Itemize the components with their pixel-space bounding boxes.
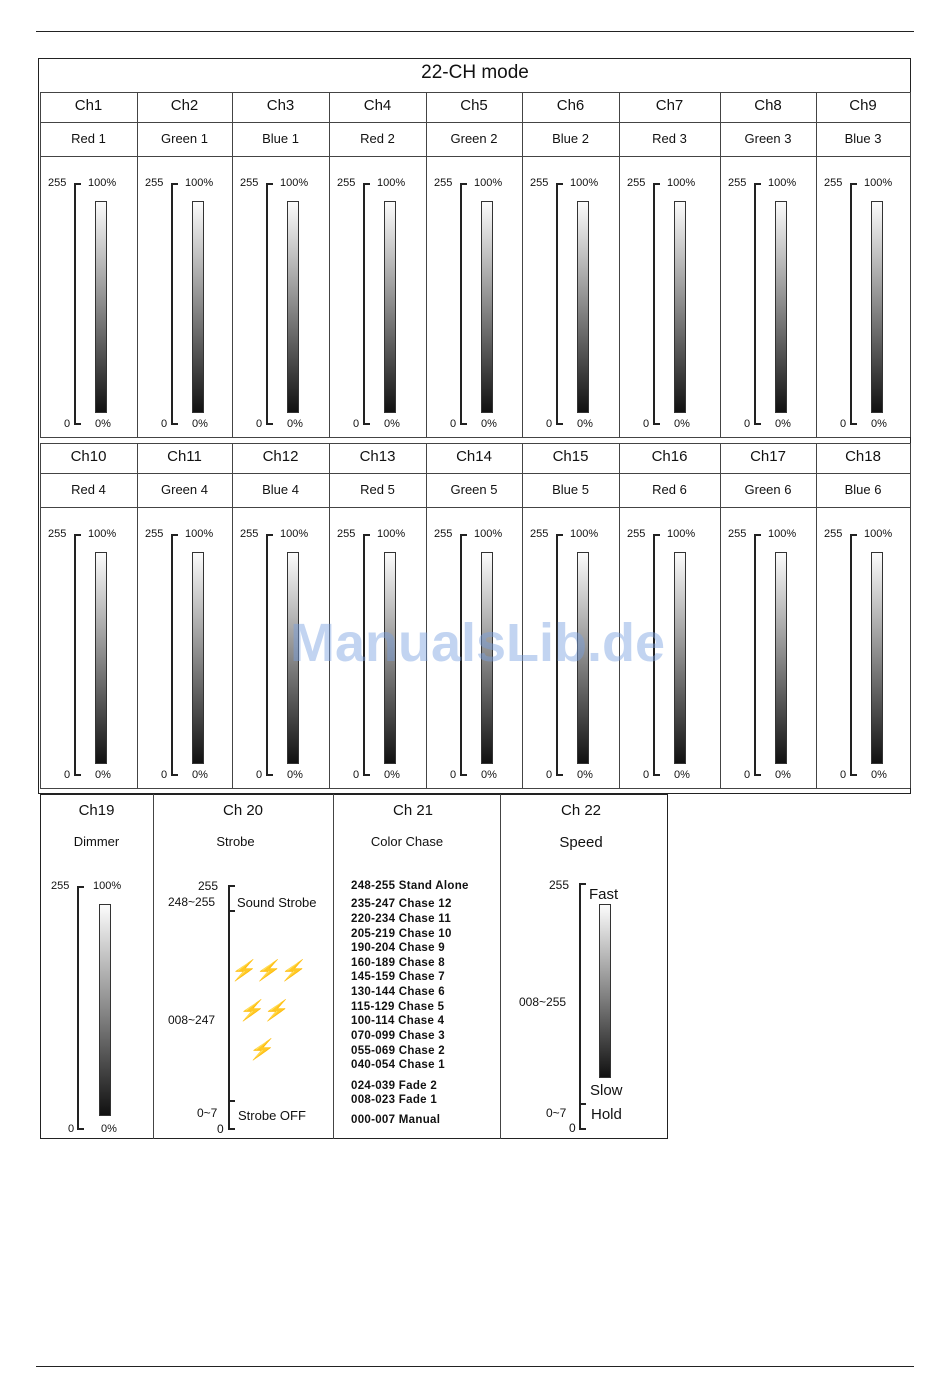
ch20-sound-strobe: Sound Strobe: [237, 895, 317, 910]
channel-function: Blue 1: [262, 131, 299, 146]
bottom-rule: [36, 1366, 914, 1367]
channel-gradient-bar: [287, 201, 299, 413]
chase-item: 130-144 Chase 6: [351, 986, 446, 998]
scale-bottom-percent: 0%: [384, 769, 400, 781]
chase-item: 160-189 Chase 8: [351, 957, 446, 969]
channel-function: Red 2: [360, 131, 395, 146]
channel-function: Blue 5: [552, 482, 589, 497]
scale-top-dmx: 255: [337, 177, 356, 189]
channel-function: Green 3: [744, 131, 792, 146]
channel-header: Ch1: [74, 97, 103, 114]
scale-top-percent: 100%: [768, 528, 797, 540]
scale-bottom-percent: 0%: [577, 418, 593, 430]
scale-bottom-percent: 0%: [577, 769, 593, 781]
channel-function: Green 5: [450, 482, 498, 497]
scale-top-percent: 100%: [377, 177, 406, 189]
ch19-bottom-pct: 0%: [101, 1123, 117, 1135]
channel-axis: [74, 534, 76, 776]
chase-item: 115-129 Chase 5: [351, 1001, 445, 1013]
channel-function: Blue 2: [552, 131, 589, 146]
channel-axis: [363, 183, 365, 425]
ch22-slow: Slow: [590, 1082, 623, 1099]
scale-top-percent: 100%: [88, 177, 117, 189]
channel-header: Ch8: [754, 97, 782, 114]
scale-bottom-percent: 0%: [384, 418, 400, 430]
channel-gradient-bar: [674, 552, 686, 764]
channel-gradient-bar: [384, 201, 396, 413]
scale-top-percent: 100%: [280, 528, 309, 540]
ch20-0-7: 0~7: [197, 1106, 218, 1120]
channel-axis: [266, 183, 268, 425]
channel-header: Ch9: [849, 97, 877, 114]
ch22-header: Ch 22: [560, 802, 602, 819]
channel-header: Ch4: [363, 97, 392, 114]
chase-item: 008-023 Fade 1: [351, 1094, 438, 1106]
chase-item: 190-204 Chase 9: [351, 942, 446, 954]
strobe-slow-icon: ⚡: [248, 1039, 273, 1061]
ch22-gradient-bar: [599, 904, 611, 1078]
scale-top-percent: 100%: [88, 528, 117, 540]
channel-function: Green 2: [450, 131, 498, 146]
scale-bottom-dmx: 0: [744, 769, 751, 781]
channel-function: Red 4: [71, 482, 106, 497]
channel-function: Red 5: [360, 482, 395, 497]
channel-axis: [754, 534, 756, 776]
scale-bottom-percent: 0%: [192, 769, 208, 781]
channel-function: Red 6: [652, 482, 687, 497]
scale-bottom-percent: 0%: [287, 769, 303, 781]
scale-top-percent: 100%: [280, 177, 309, 189]
scale-top-percent: 100%: [474, 528, 503, 540]
scale-bottom-dmx: 0: [64, 769, 71, 781]
scale-top-dmx: 255: [728, 177, 747, 189]
ch20-axis: [228, 885, 230, 1130]
strobe-fast-icon: ⚡⚡⚡: [230, 960, 305, 982]
watermark: ManualsLib.de: [290, 613, 666, 673]
channel-header: Ch15: [552, 448, 589, 465]
ch20-strobe-off: Strobe OFF: [238, 1108, 306, 1123]
chase-item: 145-159 Chase 7: [351, 971, 446, 983]
channel-gradient-bar: [871, 552, 883, 764]
ch20-008-247: 008~247: [168, 1013, 216, 1027]
scale-top-dmx: 255: [240, 528, 259, 540]
channel-function: Green 4: [161, 482, 208, 497]
scale-bottom-dmx: 0: [840, 769, 847, 781]
chase-item: 000-007 Manual: [351, 1114, 441, 1126]
scale-bottom-dmx: 0: [256, 418, 263, 430]
chase-item: 040-054 Chase 1: [351, 1059, 446, 1071]
strobe-medium-icon: ⚡⚡: [238, 1000, 288, 1022]
channel-header: Ch10: [70, 448, 107, 465]
ch21-header: Ch 21: [392, 802, 434, 819]
channel-header: Ch12: [262, 448, 299, 465]
scale-top-percent: 100%: [667, 177, 696, 189]
channel-header: Ch17: [750, 448, 786, 465]
channel-function: Blue 4: [262, 482, 299, 497]
scale-top-dmx: 255: [627, 528, 646, 540]
scale-top-dmx: 255: [48, 528, 67, 540]
scale-top-dmx: 255: [240, 177, 259, 189]
scale-top-dmx: 255: [337, 528, 356, 540]
scale-bottom-percent: 0%: [775, 418, 791, 430]
scale-top-percent: 100%: [377, 528, 406, 540]
ch20-header: Ch 20: [222, 802, 264, 819]
chase-item: 248-255 Stand Alone: [351, 880, 469, 892]
channel-header: Ch16: [651, 448, 688, 465]
ch19-axis: [77, 886, 79, 1130]
channel-gradient-bar: [192, 201, 204, 413]
ch22-0: 0: [569, 1121, 576, 1135]
channel-axis: [171, 534, 173, 776]
channel-gradient-bar: [871, 201, 883, 413]
ch22-008-255: 008~255: [519, 995, 567, 1009]
scale-top-percent: 100%: [185, 177, 214, 189]
scale-bottom-percent: 0%: [674, 418, 690, 430]
scale-top-percent: 100%: [474, 177, 503, 189]
scale-bottom-percent: 0%: [95, 418, 111, 430]
channel-axis: [171, 183, 173, 425]
scale-bottom-dmx: 0: [450, 769, 457, 781]
channel-header: Ch3: [266, 97, 295, 114]
ch19-header: Ch19: [78, 802, 115, 819]
scale-top-dmx: 255: [434, 177, 453, 189]
scale-bottom-percent: 0%: [287, 418, 303, 430]
channel-function: Green 6: [744, 482, 792, 497]
scale-bottom-dmx: 0: [546, 418, 553, 430]
scale-top-dmx: 255: [48, 177, 67, 189]
chase-item: 220-234 Chase 11: [351, 913, 452, 925]
scale-top-dmx: 255: [530, 177, 549, 189]
channel-function: Red 1: [71, 131, 106, 146]
scale-top-dmx: 255: [434, 528, 453, 540]
chase-item: 235-247 Chase 12: [351, 898, 452, 910]
channel-axis: [850, 534, 852, 776]
channel-axis: [460, 183, 462, 425]
chase-item: 100-114 Chase 4: [351, 1015, 445, 1027]
scale-bottom-dmx: 0: [161, 769, 168, 781]
channel-header: Ch14: [456, 448, 492, 465]
channel-header: Ch18: [845, 448, 881, 465]
scale-bottom-percent: 0%: [775, 769, 791, 781]
channel-header: Ch7: [655, 97, 684, 114]
channel-header: Ch13: [359, 448, 396, 465]
channel-gradient-bar: [577, 201, 589, 413]
ch22-0-7: 0~7: [546, 1106, 567, 1120]
channel-header: Ch6: [556, 97, 585, 114]
scale-bottom-percent: 0%: [192, 418, 208, 430]
scale-bottom-percent: 0%: [871, 418, 887, 430]
channel-gradient-bar: [775, 552, 787, 764]
channel-gradient-bar: [95, 552, 107, 764]
ch19-gradient-bar: [99, 904, 111, 1116]
scale-bottom-dmx: 0: [643, 418, 650, 430]
ch22-fast: Fast: [589, 886, 619, 903]
scale-bottom-dmx: 0: [450, 418, 457, 430]
channel-axis: [850, 183, 852, 425]
ch19-top-pct: 100%: [93, 880, 122, 892]
scale-bottom-percent: 0%: [95, 769, 111, 781]
scale-top-percent: 100%: [570, 528, 599, 540]
scale-bottom-percent: 0%: [481, 769, 497, 781]
scale-bottom-dmx: 0: [744, 418, 751, 430]
channel-gradient-bar: [481, 201, 493, 413]
ch22-axis: [579, 883, 581, 1130]
channel-axis: [754, 183, 756, 425]
scale-bottom-percent: 0%: [871, 769, 887, 781]
scale-bottom-percent: 0%: [481, 418, 497, 430]
scale-top-percent: 100%: [185, 528, 214, 540]
channel-function: Green 1: [161, 131, 208, 146]
scale-top-percent: 100%: [864, 528, 893, 540]
channel-gradient-bar: [192, 552, 204, 764]
channel-header: Ch2: [170, 97, 199, 114]
scale-top-dmx: 255: [530, 528, 549, 540]
ch22-hold: Hold: [591, 1106, 622, 1123]
scale-top-dmx: 255: [824, 177, 843, 189]
scale-top-dmx: 255: [627, 177, 646, 189]
channel-axis: [556, 183, 558, 425]
scale-bottom-dmx: 0: [161, 418, 168, 430]
scale-top-dmx: 255: [145, 528, 164, 540]
channel-gradient-bar: [95, 201, 107, 413]
ch21-function: Color Chase: [370, 834, 444, 849]
scale-top-dmx: 255: [728, 528, 747, 540]
chase-item: 205-219 Chase 10: [351, 928, 452, 940]
chase-item: 055-069 Chase 2: [351, 1045, 446, 1057]
ch22-function: Speed: [559, 834, 603, 851]
scale-bottom-dmx: 0: [64, 418, 71, 430]
scale-bottom-dmx: 0: [353, 769, 360, 781]
channel-axis: [653, 183, 655, 425]
channel-function: Red 3: [652, 131, 687, 146]
scale-bottom-dmx: 0: [546, 769, 553, 781]
scale-bottom-dmx: 0: [256, 769, 263, 781]
chase-item: 070-099 Chase 3: [351, 1030, 446, 1042]
channel-header: Ch5: [460, 97, 488, 114]
ch19-function: Dimmer: [73, 834, 120, 849]
mode-title: 22-CH mode: [421, 62, 529, 83]
scale-top-percent: 100%: [667, 528, 696, 540]
channel-gradient-bar: [674, 201, 686, 413]
top-rule: [36, 31, 914, 32]
ch22-255: 255: [549, 878, 570, 892]
scale-top-percent: 100%: [864, 177, 893, 189]
ch19-bottom-dmx: 0: [68, 1123, 75, 1135]
scale-top-percent: 100%: [570, 177, 599, 189]
ch20-248-255: 248~255: [168, 895, 216, 909]
ch20-function: Strobe: [216, 834, 255, 849]
channel-header: Ch11: [167, 448, 202, 465]
scale-top-dmx: 255: [145, 177, 164, 189]
ch20-0: 0: [217, 1122, 224, 1136]
ch19-top-dmx: 255: [51, 880, 70, 892]
ch20-255: 255: [198, 879, 219, 893]
scale-top-dmx: 255: [824, 528, 843, 540]
channel-axis: [74, 183, 76, 425]
channel-function: Blue 3: [844, 131, 882, 146]
scale-bottom-dmx: 0: [353, 418, 360, 430]
channel-function: Blue 6: [844, 482, 882, 497]
channel-gradient-bar: [775, 201, 787, 413]
channel-axis: [266, 534, 268, 776]
scale-bottom-dmx: 0: [840, 418, 847, 430]
scale-top-percent: 100%: [768, 177, 797, 189]
scale-bottom-dmx: 0: [643, 769, 650, 781]
chase-item: 024-039 Fade 2: [351, 1080, 438, 1092]
scale-bottom-percent: 0%: [674, 769, 690, 781]
